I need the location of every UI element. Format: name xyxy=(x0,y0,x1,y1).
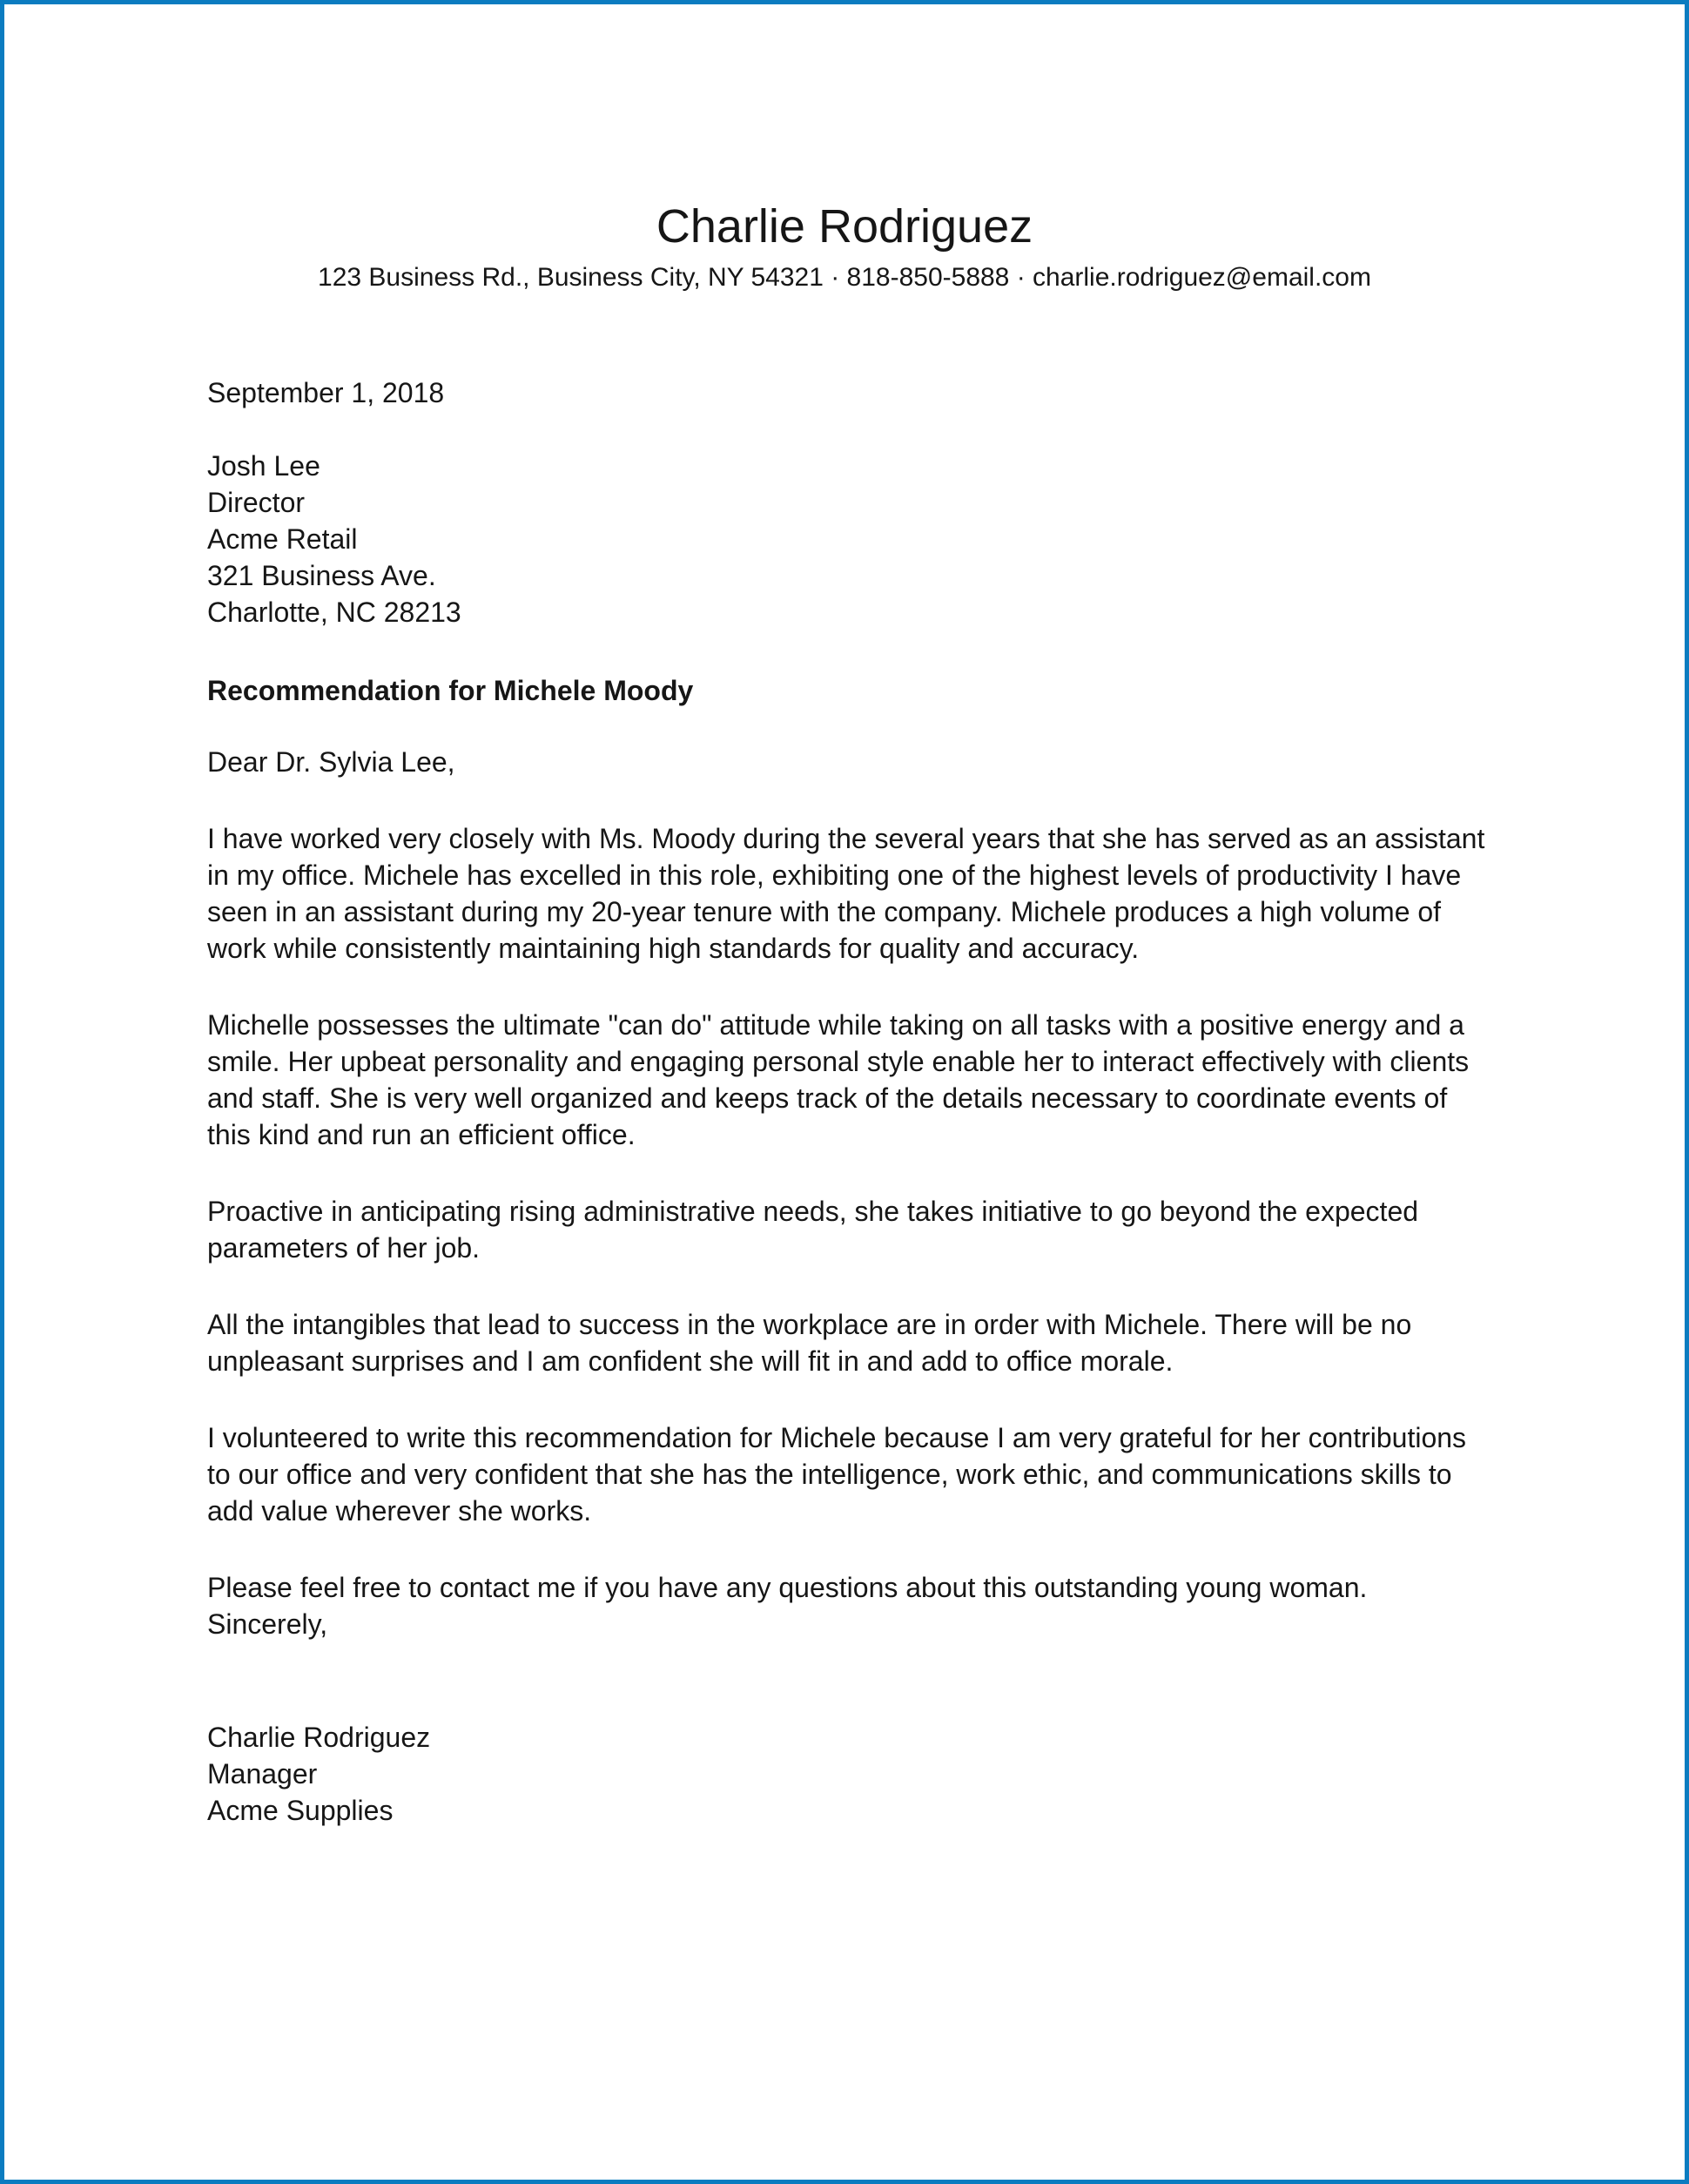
recipient-street: 321 Business Ave. xyxy=(207,560,436,592)
recipient-company: Acme Retail xyxy=(207,523,358,556)
signature-block xyxy=(207,1719,1491,1829)
letterhead xyxy=(4,4,1685,294)
recipient-name: Josh Lee xyxy=(207,450,320,482)
subject-line: Recommendation for Michele Moody xyxy=(207,675,694,707)
body-paragraph-2: Michelle possesses the ultimate "can do" attitude while taking on all tasks with a positive energy and a smile. Her upbeat personality and engaging personal style enable her to interact effectively with clients and staff. She is very well organized and keeps track of the details necessary to coordinate events of this kind and run an efficient office. xyxy=(207,1009,1470,1151)
signoff: Sincerely, xyxy=(207,1608,328,1641)
recipient-city-state-zip: Charlotte, NC 28213 xyxy=(207,597,461,629)
recipient-title: Director xyxy=(207,487,306,519)
body-paragraph-4: All the intangibles that lead to success in the workplace are in order with Michele. There will be no unpleasant surprises and I am confident she will fit in and add to office morale. xyxy=(207,1309,1412,1378)
body-paragraph-3: Proactive in anticipating rising administrative needs, she takes initiative to go beyond the expected parameters of her job. xyxy=(207,1196,1419,1264)
closing-contact-line: Please feel free to contact me if you have any questions about this outstanding young woman. xyxy=(207,1572,1368,1604)
salutation: Dear Dr. Sylvia Lee, xyxy=(207,746,455,779)
recipient-address-block xyxy=(207,448,1491,630)
letterhead-contact-line: 123 Business Rd., Business City, NY 54321 · 818-850-5888 · charlie.rodriguez@email.com xyxy=(318,263,1371,293)
body-paragraph-5: I volunteered to write this recommendation for Michele because I am very grateful for her contributions to our office and very confident that she has the intelligence, work ethic, and communications skills to add value wherever she works. xyxy=(207,1422,1467,1527)
closing-block xyxy=(207,1569,1491,1642)
letter-date: September 1, 2018 xyxy=(207,377,445,409)
body-paragraph-1: I have worked very closely with Ms. Moody during the several years that she has served as an assistant in my office. Michele has excelled in this role, exhibiting one of the highest levels of productivity I have seen in an assistant during my 20-year tenure with the company. Michele produces a high volume of work while consistently maintaining high standards for quality and accuracy. xyxy=(207,823,1485,965)
signature-name: Charlie Rodriguez xyxy=(207,1722,431,1754)
letter-body xyxy=(207,374,1491,1829)
letterhead-name: Charlie Rodriguez xyxy=(656,200,1033,253)
signature-title: Manager xyxy=(207,1758,318,1790)
signature-company: Acme Supplies xyxy=(207,1795,394,1827)
